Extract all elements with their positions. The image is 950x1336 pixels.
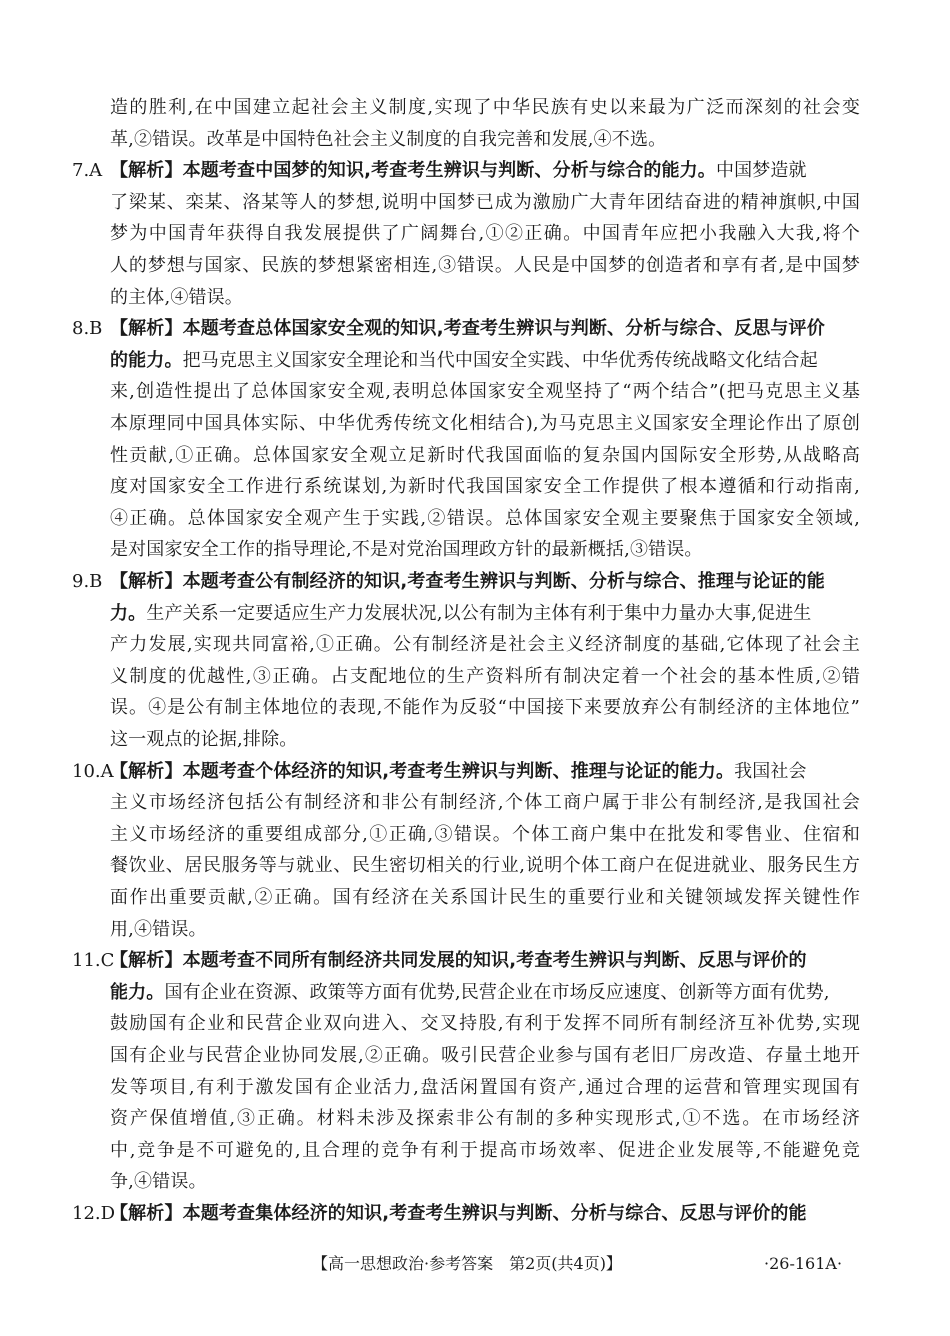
intro-line-2: 革,②错误。改革是中国特色社会主义制度的自我完善和发展,④不选。 — [110, 128, 667, 150]
q12-tag: 【解析】 — [110, 1203, 183, 1224]
q9-bold: 本题考查公有制经济的知识,考查考生辨识与判断、分析与综合、推理与论证的能 — [182, 571, 825, 592]
q9-line-5: 误。④是公有制主体地位的表现,不能作为反驳“中国接下来要放弃公有制经济的主体地位” — [110, 697, 860, 719]
q8-line-3: 来,创造性提出了总体国家安全观,表明总体国家安全观坚持了“两个结合”(把马克思主义基 — [110, 381, 860, 403]
q8-bold: 本题考查总体国家安全观的知识,考查考生辨识与判断、分析与综合、反思与评价 — [182, 318, 825, 340]
q10-number: 10.A — [72, 760, 114, 782]
q11-number: 11.C — [72, 950, 115, 972]
q11-bold-2: 能力。 — [110, 981, 165, 1003]
q10-line-4: 餐饮业、居民服务等与就业、民生密切相关的行业,说明个体工商户在促进就业、服务民生方 — [110, 855, 860, 877]
q11-line-5: 发等项目,有利于激发国有企业活力,盘活闲置国有资产,通过合理的运营和管理实现国有 — [110, 1076, 860, 1098]
q7-bold: 本题考查中国梦的知识,考查考生辨识与判断、分析与综合的能力。 — [182, 160, 716, 182]
q10-line-3: 主义市场经济的重要组成部分,①正确,③错误。个体工商户集中在批发和零售业、住宿和 — [110, 823, 860, 845]
q10-line-2: 主义市场经济包括公有制经济和非公有制经济,个体工商户属于非公有制经济,是我国社会 — [110, 792, 860, 814]
q8-bold-2: 的能力。 — [110, 349, 183, 371]
q12-number: 12.D — [72, 1203, 116, 1224]
q7-rest: 中国梦造就 — [715, 160, 807, 182]
q11-line-7: 中,竞争是不可避免的,且合理的竞争有利于提高市场效率、促进企业发展等,不能避免竞 — [110, 1139, 860, 1161]
q11-rest: 国有企业在资源、政策等方面有优势,民营企业在市场反应速度、创新等方面有优势, — [164, 981, 830, 1003]
q7-line-1 — [110, 157, 860, 185]
q8-line-5: 性贡献,①正确。总体国家安全观立足新时代我国面临的复杂国内国际安全形势,从战略高 — [110, 444, 860, 466]
q10-line-5: 面作出重要贡献,②正确。国有经济在关系国计民生的重要行业和关键领域发挥关键性作 — [110, 887, 860, 908]
q8-line-6: 度对国家安全工作进行系统谋划,为新时代我国国家安全工作提供了根本遵循和行动指南, — [110, 476, 860, 498]
q11-line-1 — [110, 947, 860, 975]
q8-line-1 — [110, 315, 860, 343]
q9-line-4: 义制度的优越性,③正确。占支配地位的生产资料所有制决定着一个社会的基本性质,②错 — [110, 665, 860, 687]
q11-line-6: 资产保值增值,③正确。材料未涉及探索非公有制的多种实现形式,①不选。在市场经济 — [110, 1108, 860, 1130]
q11-line-3: 鼓励国有企业和民营企业双向进入、交叉持股,有利于发挥不同所有制经济互补优势,实现 — [110, 1013, 860, 1035]
q7-line-5: 的主体,④错误。 — [110, 286, 243, 308]
q9-tag: 【解析】 — [110, 571, 183, 592]
q7-line-4: 人的梦想与国家、民族的梦想紧密相连,③错误。人民是中国梦的创造者和享有者,是中国梦 — [110, 255, 860, 276]
q10-line-1 — [110, 758, 860, 786]
q7-line-3: 梦为中国青年获得自我发展提供了广阔舞台,①②正确。中国青年应把小我融入大我,将个 — [110, 223, 860, 245]
q11-line-2 — [110, 979, 860, 1007]
q11-tag: 【解析】 — [110, 950, 183, 972]
q9-line-3: 产力发展,实现共同富裕,①正确。公有制经济是社会主义经济制度的基础,它体现了社会主 — [110, 634, 860, 656]
q10-bold: 本题考查个体经济的知识,考查考生辨识与判断、推理与论证的能力。 — [182, 760, 735, 782]
footer-title: 【高一思想政治·参考答案 第2页(共4页)】 — [312, 1254, 622, 1273]
q10-line-6: 用,④错误。 — [110, 918, 207, 940]
q10-rest: 我国社会 — [734, 760, 807, 782]
q9-line-2 — [110, 600, 860, 628]
q7-line-2: 了梁某、栾某、洛某等人的梦想,说明中国梦已成为激励广大青年团结奋进的精神旗帜,中国 — [110, 191, 860, 213]
q10-tag: 【解析】 — [110, 760, 183, 782]
q8-line-7: ④正确。总体国家安全观产生于实践,②错误。总体国家安全观主要聚焦于国家安全领域, — [110, 507, 860, 529]
q8-number: 8.B — [72, 318, 103, 340]
q7-number: 7.A — [72, 160, 103, 182]
q12-line-1 — [110, 1200, 860, 1228]
q7-tag: 【解析】 — [110, 160, 183, 182]
q9-line-6: 这一观点的论据,排除。 — [110, 729, 298, 750]
q11-bold: 本题考查不同所有制经济共同发展的知识,考查考生辨识与判断、反思与评价的 — [182, 950, 807, 972]
q9-line-1 — [110, 568, 860, 596]
q8-line-8: 是对国家安全工作的指导理论,不是对党治国理政方针的最新概括,③错误。 — [110, 539, 703, 561]
q8-rest: 把马克思主义国家安全理论和当代中国安全实践、中华优秀传统战略文化结合起 — [182, 349, 818, 371]
q8-tag: 【解析】 — [110, 318, 183, 340]
footer-code: ·26-161A· — [764, 1254, 843, 1273]
q11-line-8: 争,④错误。 — [110, 1171, 207, 1193]
q12-bold: 本题考查集体经济的知识,考查考生辨识与判断、分析与综合、反思与评价的能 — [182, 1203, 807, 1224]
q9-number: 9.B — [72, 571, 103, 592]
q8-line-2 — [110, 347, 860, 375]
q8-line-4: 本原理同中国具体实际、中华优秀传统文化相结合),为马克思主义国家安全理论作出了原创 — [110, 413, 860, 434]
q11-line-4: 国有企业与民营企业协同发展,②正确。吸引民营企业参与国有老旧厂房改造、存量土地开 — [110, 1045, 860, 1066]
q9-rest: 生产关系一定要适应生产力发展状况,以公有制为主体有利于集中力量办大事,促进生 — [146, 602, 812, 624]
q9-bold-2: 力。 — [110, 602, 147, 624]
intro-line-1: 造的胜利,在中国建立起社会主义制度,实现了中华民族有史以来最为广泛而深刻的社会变 — [110, 97, 860, 118]
